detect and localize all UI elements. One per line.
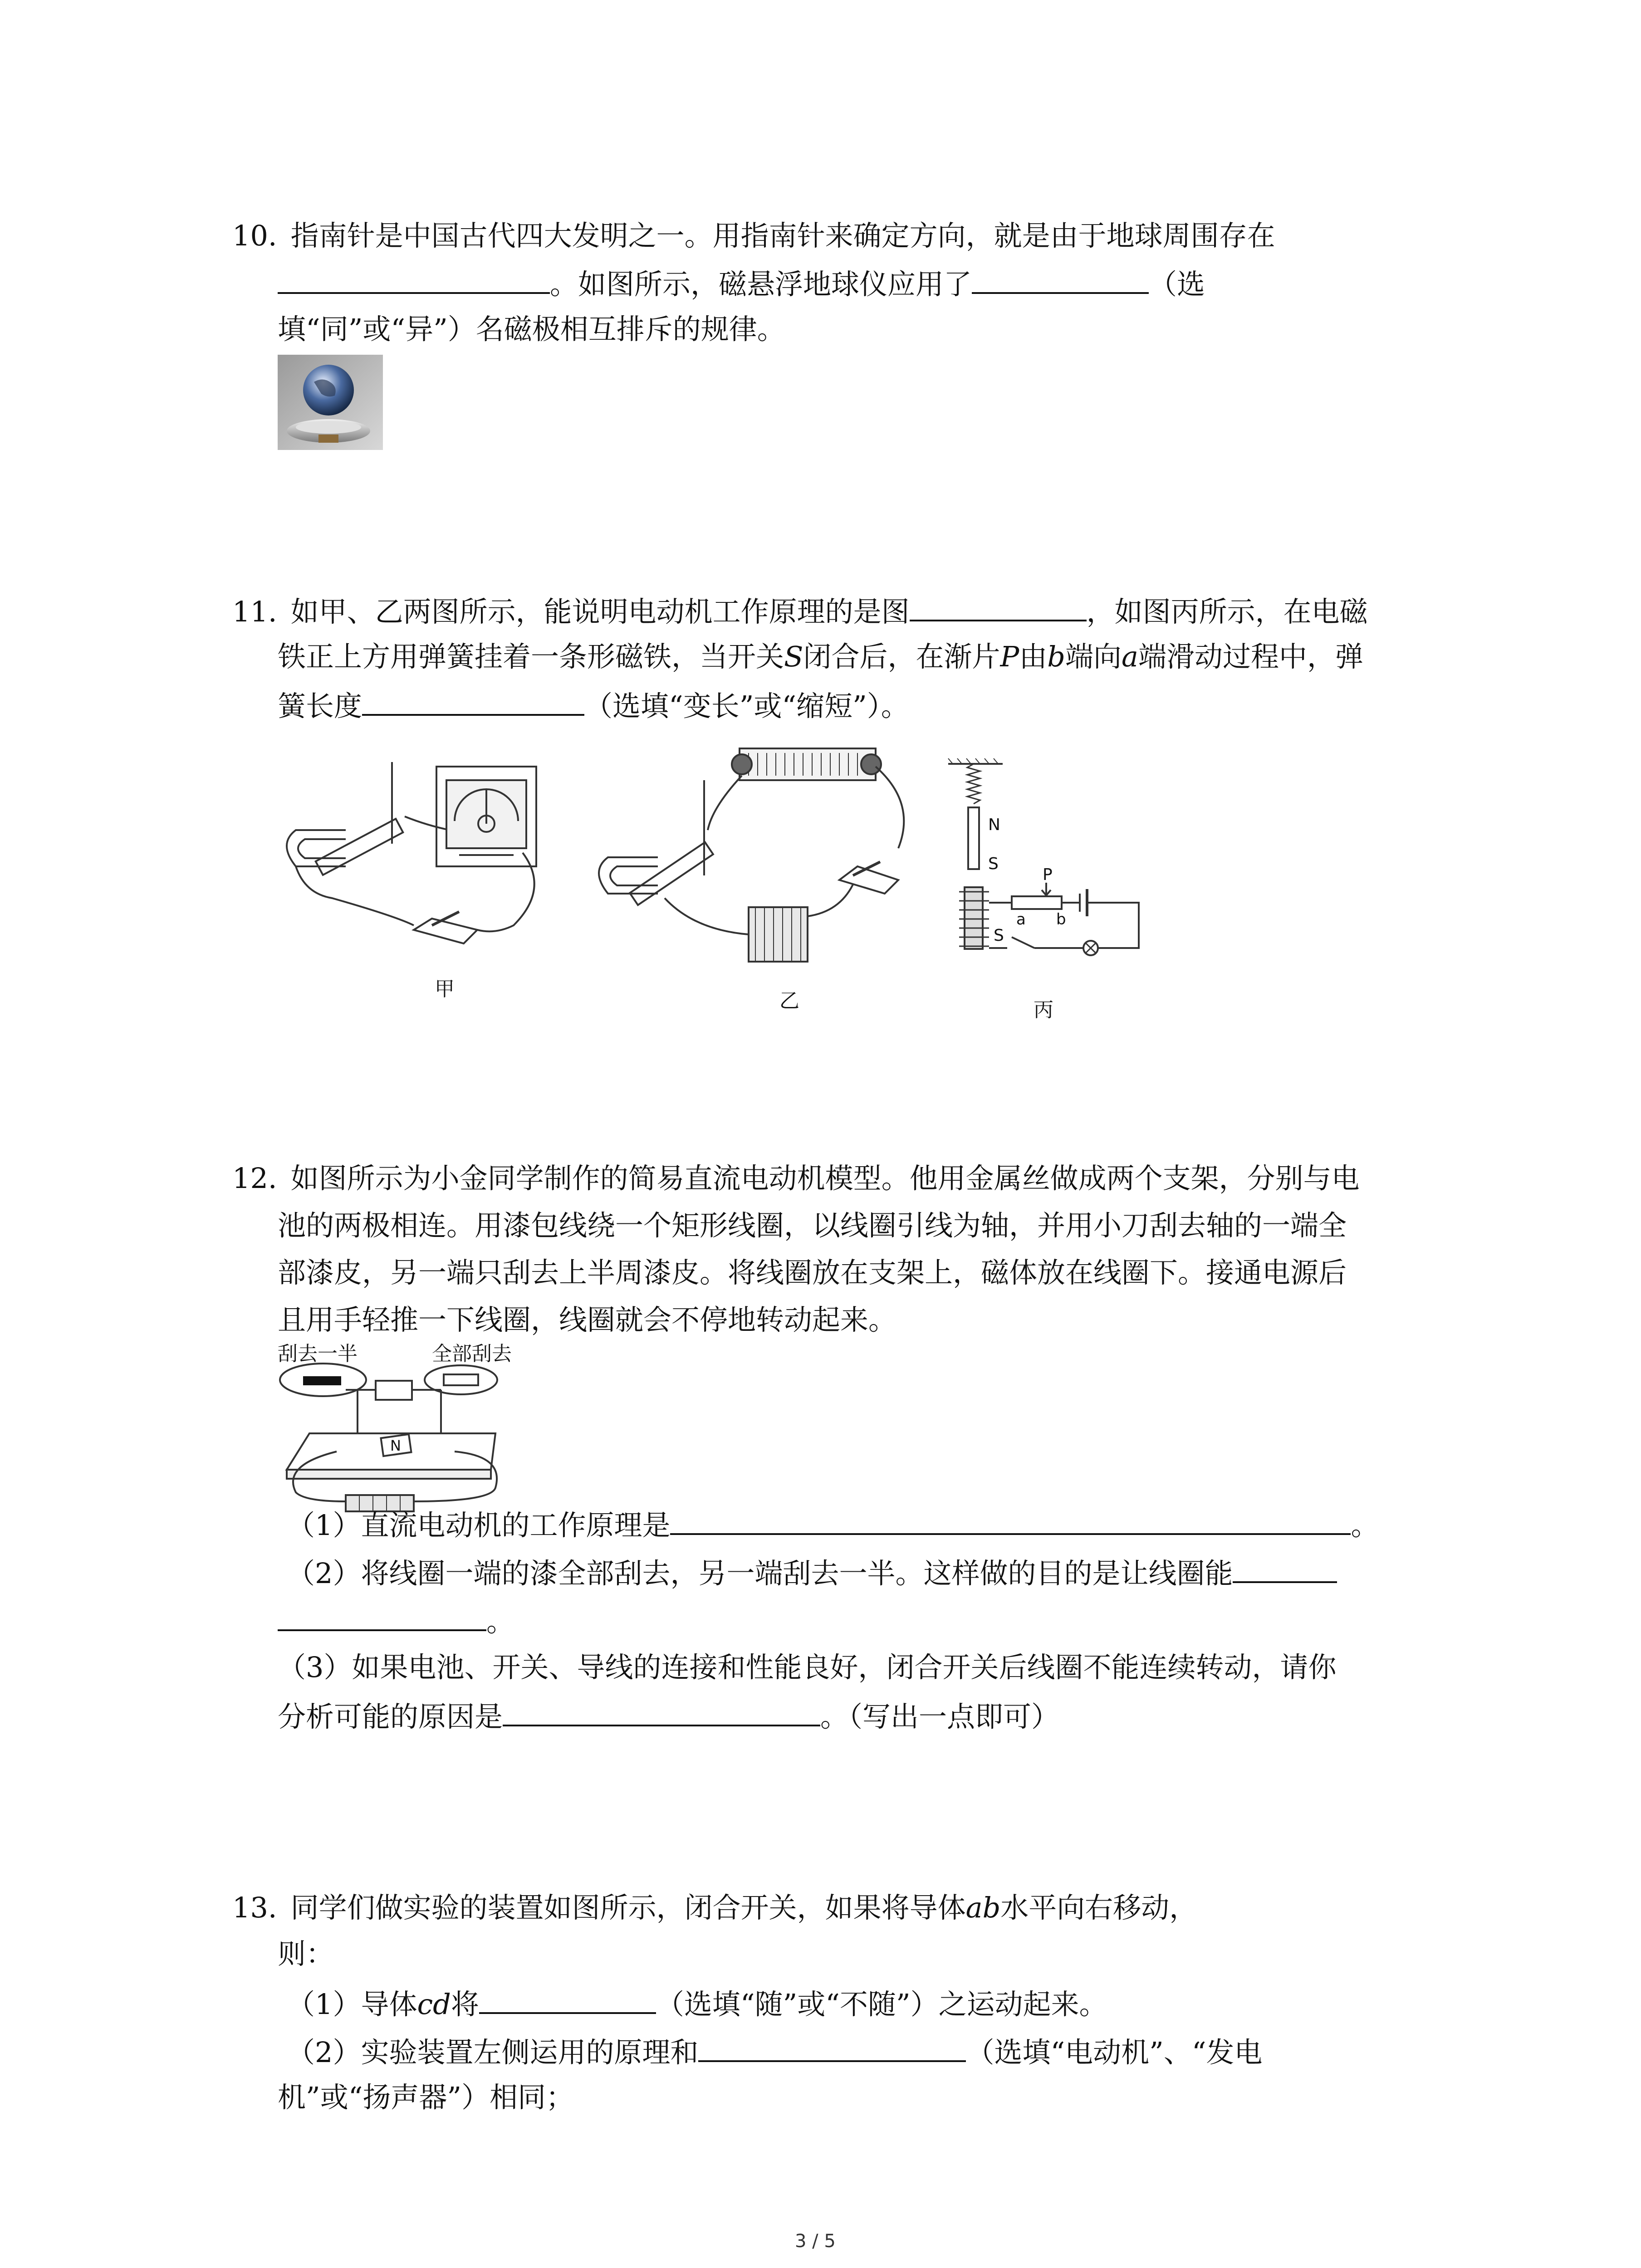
q13-var-ab: ab [965, 1891, 1001, 1924]
q13-text-2: 水平向右移动， [1000, 1891, 1198, 1924]
q12-part3 [278, 1649, 1336, 1686]
q13-part2-text: （2）实验装置左侧运用的原理和 [287, 2036, 699, 2069]
q10-blank-2[interactable] [972, 264, 1149, 294]
q13-text-3: 则： [278, 1937, 334, 1970]
q12-part3-text: （3）如果电池、开关、导线的连接和性能良好，闭合开关后线圈不能连续转动，请你 [278, 1651, 1337, 1684]
q13-part1-text: （1）导体 [287, 1988, 417, 2021]
q11-text-7: 端滑动过程中，弹 [1138, 640, 1363, 673]
page-number: 3 / 5 [795, 2231, 836, 2252]
q13-text-1: 同学们做实验的装置如图所示，闭合开关，如果将导体 [290, 1891, 966, 1924]
q11-text-8: 簧长度 [278, 689, 362, 723]
fig3-label-S: S [988, 855, 999, 873]
q10-text-1: 指南针是中国古代四大发明之一。用指南针来确定方向，就是由于地球周围存在 [290, 219, 1275, 252]
q13-part2-cont [278, 2079, 574, 2116]
q12-text-3: 部漆皮，另一端只刮去上半周漆皮。将线圈放在支架上，磁体放在线圈下。接通电源后 [278, 1256, 1347, 1289]
q12-part1 [287, 1505, 1379, 1544]
q10-text-2: 。如图所示，磁悬浮地球仪应用了 [550, 268, 972, 301]
figure-yi [585, 739, 921, 975]
q13-part2-text-2: （选填“电动机”、“发电 [966, 2036, 1263, 2069]
q12-part3-cont [278, 1696, 1059, 1735]
q11-text-1: 如甲、乙两图所示，能说明电动机工作原理的是图 [290, 595, 910, 628]
fig3-label-N: N [988, 816, 1000, 834]
q11-text-4: 闭合后，在渐片 [803, 640, 1000, 673]
figure-bing [944, 758, 1143, 971]
q10-text-3: （选 [1149, 268, 1205, 301]
q11-text-6: 端向 [1065, 640, 1122, 673]
caption-yi: 乙 [779, 989, 799, 1012]
q12-blank-2a[interactable] [1233, 1553, 1337, 1583]
q10-blank-1[interactable] [278, 264, 550, 294]
q11-var-a: a [1121, 640, 1138, 673]
q12-line-2 [278, 1207, 1347, 1244]
q12-text-1: 如图所示为小金同学制作的简易直流电动机模型。他用金属丝做成两个支架，分别与电 [290, 1162, 1360, 1195]
q12-line-1 [232, 1160, 1360, 1197]
q13-line-1 [232, 1890, 1197, 1926]
q11-line-3 [278, 686, 909, 724]
q13-part1-text-2: 将 [451, 1988, 479, 2021]
q12-number: 12. [232, 1162, 277, 1195]
q12-fig-label-left: 刮去一半 [278, 1342, 358, 1365]
fig3-label-a: a [1016, 910, 1026, 929]
q11-var-b: b [1047, 640, 1065, 673]
q11-text-9: （选填“变长”或“缩短”）。 [584, 689, 909, 723]
q12-part2-text: （2）将线圈一端的漆全部刮去，另一端刮去一半。这样做的目的是让线圈能 [287, 1557, 1233, 1590]
q11-text-3: 铁正上方用弹簧挂着一条形磁铁，当开关 [278, 640, 784, 673]
q12-blank-2b[interactable] [278, 1601, 486, 1631]
q12-line-3 [278, 1255, 1347, 1291]
q11-line-1 [232, 591, 1368, 630]
q11-blank-1[interactable] [910, 591, 1087, 621]
q11-text-5: 由 [1019, 640, 1048, 673]
q13-blank-2[interactable] [698, 2032, 966, 2062]
q10-number: 10. [232, 219, 277, 252]
q13-var-cd: cd [417, 1988, 451, 2021]
q13-line-2 [278, 1936, 334, 1972]
figure-jia [278, 753, 573, 966]
q12-fig-magnet-label: N [390, 1437, 401, 1454]
q11-text-2: ，如图丙所示，在电磁 [1086, 595, 1368, 628]
fig3-label-P: P [1043, 865, 1053, 884]
q12-part1-text: （1）直流电动机的工作原理是 [287, 1509, 671, 1542]
q12-part2 [287, 1553, 1337, 1592]
q13-part1-text-3: （选填“随”或“不随”）之运动起来。 [656, 1988, 1107, 2021]
maglev-globe-image [278, 355, 383, 450]
q10-line-2 [278, 264, 1205, 303]
q13-part1 [287, 1984, 1107, 2023]
q12-blank-1[interactable] [670, 1505, 1351, 1535]
q10-line-1 [232, 218, 1275, 254]
q12-text-2: 池的两极相连。用漆包线绕一个矩形线圈，以线圈引线为轴，并用小刀刮去轴的一端全 [278, 1209, 1347, 1242]
q12-line-4 [278, 1302, 896, 1338]
q11-blank-2[interactable] [362, 686, 584, 716]
q12-part1-end: 。 [1351, 1509, 1379, 1542]
figure-motor-model [278, 1361, 523, 1515]
q11-number: 11. [232, 595, 277, 628]
q11-var-S: S [784, 640, 803, 673]
caption-jia: 甲 [435, 978, 455, 1001]
q11-line-2 [278, 639, 1363, 675]
q13-part2 [287, 2032, 1263, 2071]
caption-bing: 丙 [1034, 998, 1053, 1022]
q13-part2-text-3: 机”或“扬声器”）相同； [278, 2081, 574, 2114]
q13-number: 13. [232, 1891, 277, 1924]
q12-part2-end: 。 [486, 1605, 515, 1638]
q11-var-P: P [1000, 640, 1019, 673]
fig3-label-S2: S [994, 926, 1004, 945]
q13-blank-1[interactable] [479, 1984, 656, 2014]
q12-fig-label-right: 全部刮去 [432, 1342, 512, 1365]
q10-line-3 [278, 311, 785, 347]
q12-part3-text-2: 分析可能的原因是 [278, 1700, 503, 1733]
q12-part3-end: 。（写出一点即可） [820, 1700, 1060, 1733]
q12-text-4: 且用手轻推一下线圈，线圈就会不停地转动起来。 [278, 1303, 897, 1336]
fig3-label-b: b [1056, 910, 1066, 929]
q12-part2-cont [278, 1601, 514, 1640]
q10-text-4: 填“同”或“异”）名磁极相互排斥的规律。 [278, 313, 785, 346]
q12-blank-3[interactable] [503, 1696, 820, 1726]
